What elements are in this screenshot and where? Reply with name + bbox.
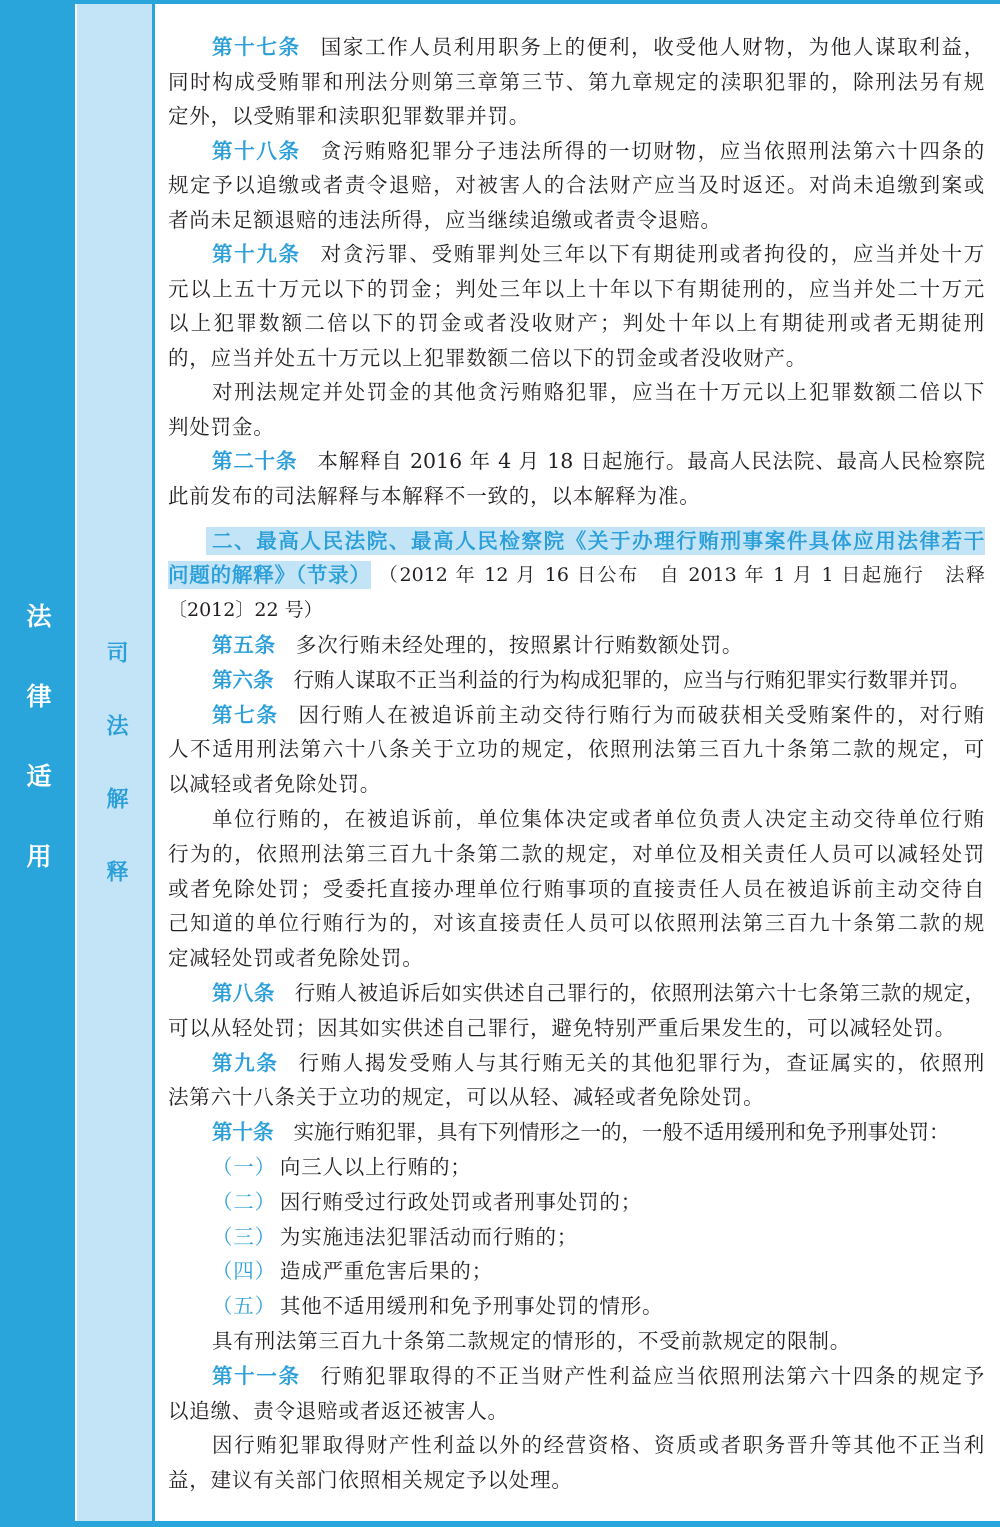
article-6-text: 行贿人谋取不正当利益的行为构成犯罪的，应当与行贿犯罪实行数罪并罚。 bbox=[293, 667, 970, 692]
article-17-line-3: 定外，以受贿罪和渎职犯罪数罪并罚。 bbox=[168, 104, 531, 128]
item-number: （四） bbox=[212, 1259, 276, 1284]
item-text: 因行贿受过行政处罚或者刑事处罚的； bbox=[279, 1189, 643, 1214]
article-9-label: 第九条 bbox=[212, 1050, 279, 1075]
article-19-paragraph-2-line-1: 对刑法规定并处罚金的其他贪污贿赂犯罪，应当在十万元以上犯罪数额二倍以下 bbox=[212, 380, 985, 404]
article-11-line-2: 以追缴、责令退赔或者返还被害人。 bbox=[168, 1398, 509, 1423]
section-heading-line-2 bbox=[168, 558, 985, 593]
item-number: （一） bbox=[212, 1154, 276, 1179]
article-11-text: 行贿犯罪取得的不正当财产性利益应当依照刑法第六十四条的规定予 bbox=[320, 1363, 986, 1388]
article-10-item-4 bbox=[168, 1254, 985, 1289]
article-6-line-1 bbox=[168, 663, 985, 698]
section-heading-text-2: 问题的解释》（节录） bbox=[168, 563, 371, 588]
section-heading-wrap bbox=[168, 558, 371, 593]
bottom-border bbox=[0, 1521, 1000, 1527]
section-two-bribery-interpretation bbox=[168, 524, 985, 1498]
article-20-line-1 bbox=[168, 444, 985, 479]
article-17-label: 第十七条 bbox=[212, 35, 301, 59]
article-8-text: 行贿人被追诉后如实供述自己罪行的，依照刑法第六十七条第三款的规定， bbox=[294, 980, 986, 1005]
item-number: （五） bbox=[212, 1294, 276, 1319]
article-10-item-1 bbox=[168, 1150, 985, 1185]
item-text: 为实施违法犯罪活动而行贿的； bbox=[279, 1224, 579, 1249]
article-19-line-3: 以上犯罪数额二倍以下的罚金或者没收财产；判处十年以上有期徒刑或者无期徒刑 bbox=[168, 311, 985, 335]
article-18-line-1 bbox=[168, 134, 985, 169]
article-19-paragraph-2-line-2: 判处罚金。 bbox=[168, 414, 275, 439]
article-10-item-2 bbox=[168, 1185, 985, 1220]
article-11-label: 第十一条 bbox=[212, 1363, 301, 1388]
article-10-item-5 bbox=[168, 1289, 985, 1324]
article-17-line-2: 同时构成受贿罪和刑法分则第三章第三节、第九章规定的渎职犯罪的，除刑法另有规 bbox=[168, 69, 985, 94]
article-6-label: 第六条 bbox=[212, 667, 274, 692]
article-7-paragraph-2-line-4: 己知道的单位行贿行为的，对该直接责任人员可以依照刑法第三百九十条第二款的规 bbox=[168, 911, 985, 936]
article-5-line-1 bbox=[168, 628, 985, 663]
article-8-label: 第八条 bbox=[212, 980, 275, 1005]
article-18-label: 第十八条 bbox=[212, 138, 301, 163]
article-19-text: 对贪污罪、受贿罪判处三年以下有期徒刑或者拘役的，应当并处十万 bbox=[320, 242, 986, 266]
article-8-line-1 bbox=[168, 976, 985, 1011]
article-10-line-1 bbox=[168, 1115, 985, 1150]
article-5-label: 第五条 bbox=[212, 632, 276, 657]
article-7-label: 第七条 bbox=[212, 702, 279, 727]
article-8-line-2: 可以从轻处罚；因其如实供述自己罪行，避免特别严重后果发生的，可以减轻处罚。 bbox=[168, 1015, 957, 1040]
article-9-text: 行贿人揭发受贿人与其行贿无关的其他犯罪行为，查证属实的，依照刑 bbox=[298, 1050, 985, 1075]
sidebar-divider bbox=[152, 0, 155, 1527]
publication-info-line-1: （2012 年 12 月 16 日公布 自 2013 年 1 月 1 日起施行 法释 bbox=[378, 564, 985, 587]
article-18-text: 贪污贿赂犯罪分子违法所得的一切财物，应当依照刑法第六十四条的 bbox=[320, 138, 986, 163]
item-text: 造成严重危害后果的； bbox=[279, 1259, 493, 1284]
article-10-label: 第十条 bbox=[212, 1120, 274, 1145]
article-7-line-2: 人不适用刑法第六十八条关于立功的规定，依照刑法第三百九十条第二款的规定，可 bbox=[168, 737, 985, 762]
article-18-line-3: 者尚未足额退赔的违法所得，应当继续追缴或者责令退赔。 bbox=[168, 207, 722, 232]
previous-interpretation-articles bbox=[168, 30, 985, 513]
article-20-line-2: 此前发布的司法解释与本解释不一致的，以本解释为准。 bbox=[168, 483, 701, 508]
article-10-paragraph-2-line-1: 具有刑法第三百九十条第二款规定的情形的，不受前款规定的限制。 bbox=[212, 1328, 851, 1353]
article-19-line-1 bbox=[168, 237, 985, 272]
article-11-paragraph-2-line-1: 因行贿犯罪取得财产性利益以外的经营资格、资质或者职务晋升等其他不正当利 bbox=[212, 1433, 985, 1458]
article-7-line-1 bbox=[168, 698, 985, 733]
top-border bbox=[0, 0, 1000, 4]
article-20-label: 第二十条 bbox=[212, 449, 298, 473]
article-11-line-1 bbox=[168, 1359, 985, 1394]
item-text: 向三人以上行贿的； bbox=[279, 1154, 472, 1179]
article-5-text: 多次行贿未经处理的，按照累计行贿数额处罚。 bbox=[295, 632, 744, 657]
article-10-item-3 bbox=[168, 1220, 985, 1255]
publication-info-line-2: 〔2012〕22 号） bbox=[168, 599, 323, 622]
section-heading-text-1: 二、最高人民法院、最高人民检察院《关于办理行贿刑事案件具体应用法律若干 bbox=[206, 527, 985, 555]
article-9-line-2: 法第六十八条关于立功的规定，可以从轻、减轻或者免除处罚。 bbox=[168, 1085, 765, 1110]
article-7-paragraph-2-line-2: 行为的，依照刑法第三百九十条第二款的规定，对单位及相关责任人员可以减轻处罚 bbox=[168, 841, 985, 866]
sidebar-category-label: 法律适用 bbox=[23, 603, 52, 923]
article-17-text: 国家工作人员利用职务上的便利，收受他人财物，为他人谋取利益， bbox=[320, 35, 986, 59]
article-7-text: 因行贿人在被追诉前主动交待行贿行为而破获相关受贿案件的，对行贿 bbox=[298, 702, 985, 727]
article-7-paragraph-2-line-5: 定减轻处罚或者免除处罚。 bbox=[168, 946, 424, 971]
article-18-line-2: 规定予以追缴或者责令退赔，对被害人的合法财产应当及时返还。对尚未追缴到案或 bbox=[168, 173, 985, 197]
sidebar-subcategory-label: 司法解释 bbox=[103, 641, 128, 933]
article-7-line-3: 以减轻或者免除处罚。 bbox=[168, 772, 381, 797]
article-9-line-1 bbox=[168, 1046, 985, 1081]
article-11-paragraph-2-line-2: 益，建议有关部门依照相关规定予以处理。 bbox=[168, 1468, 573, 1493]
section-heading-line-1 bbox=[168, 524, 985, 559]
article-19-line-2: 元以上五十万元以下的罚金；判处三年以上十年以下有期徒刑的，应当并处二十万元 bbox=[168, 276, 985, 301]
item-number: （三） bbox=[212, 1224, 276, 1249]
item-text: 其他不适用缓刑和免予刑事处罚的情形。 bbox=[279, 1294, 664, 1319]
article-7-paragraph-2-line-3: 或者免除处罚；受委托直接办理单位行贿事项的直接责任人员在被追诉前主动交待自 bbox=[168, 876, 985, 901]
article-10-text: 实施行贿犯罪，具有下列情形之一的，一般不适用缓刑和免予刑事处罚： bbox=[293, 1120, 950, 1145]
article-19-line-4: 的，应当并处五十万元以上犯罪数额二倍以下的罚金或者没收财产。 bbox=[168, 345, 807, 370]
item-number: （二） bbox=[212, 1189, 276, 1214]
article-7-paragraph-2-line-1: 单位行贿的，在被追诉前，单位集体决定或者单位负责人决定主动交待单位行贿 bbox=[212, 806, 985, 831]
article-17-line-1 bbox=[168, 30, 985, 65]
article-20-text: 本解释自 2016 年 4 月 18 日起施行。最高人民法院、最高人民检察院 bbox=[317, 449, 985, 473]
article-19-label: 第十九条 bbox=[212, 242, 301, 266]
